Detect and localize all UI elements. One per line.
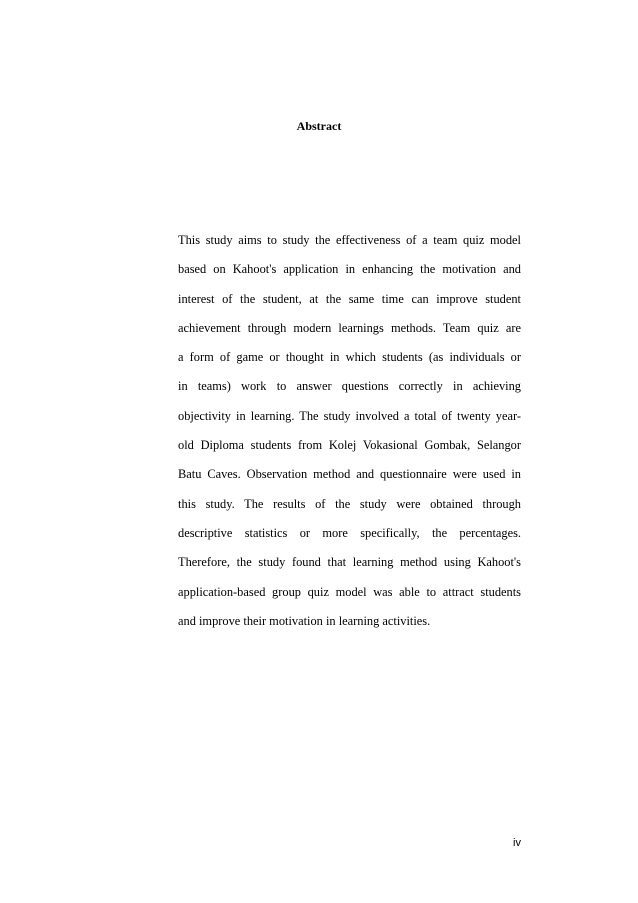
abstract-body xyxy=(178,226,521,636)
abstract-line: a form of game or thought in which students (as individuals or xyxy=(178,350,521,365)
abstract-line: Therefore, the study found that learning method using Kahoot's xyxy=(178,555,521,570)
page-number: iv xyxy=(513,837,521,849)
abstract-line: and improve their motivation in learning activities. xyxy=(178,613,431,628)
abstract-title: Abstract xyxy=(296,119,342,133)
abstract-line: achievement through modern learnings methods. Team quiz are xyxy=(178,320,521,335)
abstract-line: old Diploma students from Kolej Vokasional Gombak, Selangor xyxy=(178,438,521,453)
abstract-line: application-based group quiz model was able to attract students xyxy=(178,584,521,599)
abstract-line: Batu Caves. Observation method and questionnaire were used in xyxy=(178,467,521,482)
abstract-line: this study. The results of the study were obtained through xyxy=(178,496,521,511)
abstract-line: descriptive statistics or more specifically, the percentages. xyxy=(178,525,521,540)
abstract-line: in teams) work to answer questions correctly in achieving xyxy=(178,379,521,394)
abstract-line: This study aims to study the effectiveness of a team quiz model xyxy=(178,233,521,247)
abstract-line: objectivity in learning. The study involved a total of twenty year- xyxy=(178,408,521,423)
abstract-line: based on Kahoot's application in enhancing the motivation and xyxy=(178,262,521,277)
abstract-line: interest of the student, at the same time can improve student xyxy=(178,291,521,306)
